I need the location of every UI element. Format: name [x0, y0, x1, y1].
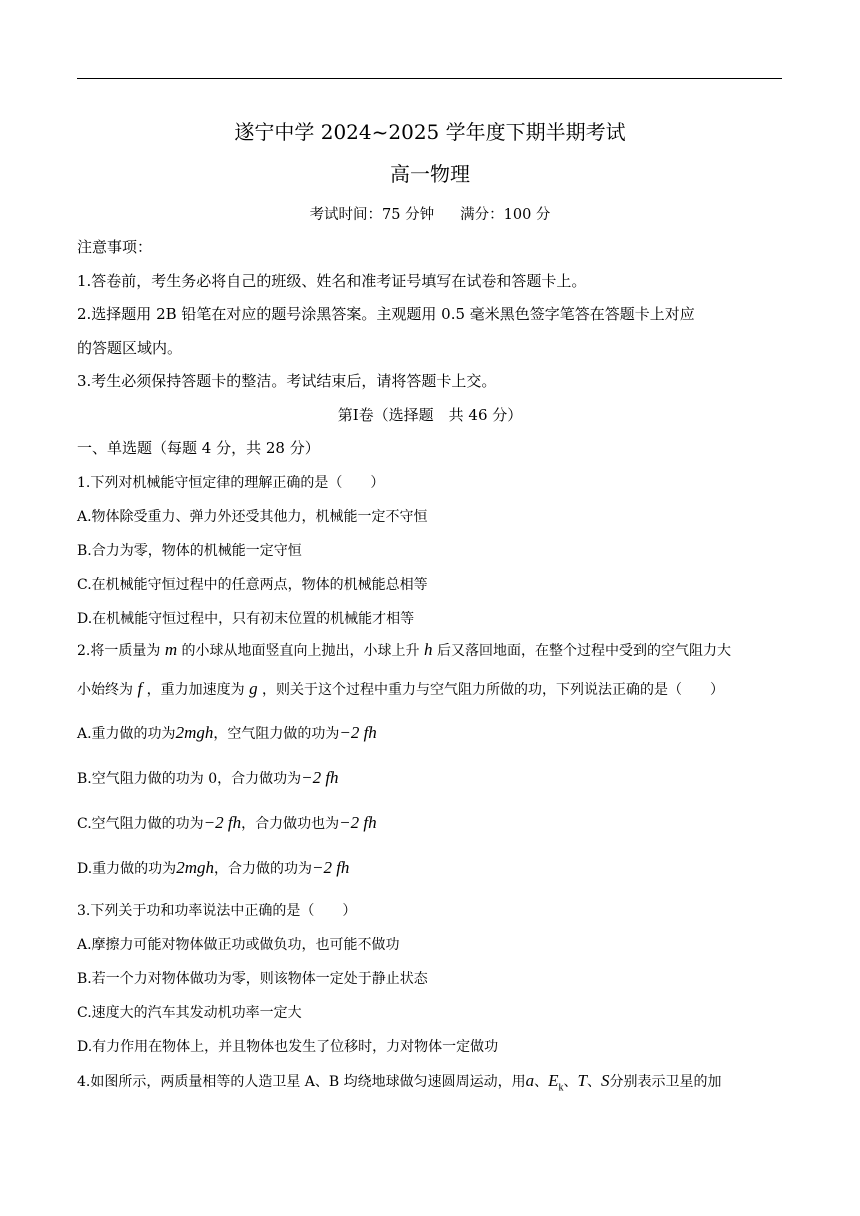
- q1-stem: 1.下列对机械能守恒定律的理解正确的是（ ）: [77, 475, 385, 491]
- symbol-g: g: [249, 679, 258, 698]
- section-heading: 一、单选题（每题 4 分，共 28 分）: [77, 439, 320, 457]
- formula: −2 fh: [311, 858, 350, 877]
- notice-item-3: 3.考生必须保持答题卡的整洁。考试结束后，请将答题卡上交。: [77, 372, 497, 390]
- q2-stem-line1: 2.将一质量为 m 的小球从地面竖直向上抛出，小球上升 h 后又落回地面，在整个过程中受到的空气阻力大: [77, 640, 731, 659]
- q3-option-b: B.若一个力对物体做功为零，则该物体一定处于静止状态: [77, 971, 428, 987]
- exam-score: 满分：100 分: [460, 207, 551, 223]
- symbol-f: f: [137, 679, 143, 698]
- notice-heading: 注意事项：: [77, 238, 153, 256]
- notice-item-2: 2.选择题用 2B 铅笔在对应的题号涂黑答案。主观题用 0.5 毫米黑色签字笔答在答题卡上对应: [77, 305, 695, 323]
- q2-option-b: B.空气阻力做的功为 0，合力做功为−2 fh: [77, 768, 339, 787]
- q3-option-d: D.有力作用在物体上，并且物体也发生了位移时，力对物体一定做功: [77, 1039, 499, 1055]
- q4-stem-line1: 4.如图所示，两质量相等的人造卫星 A、B 均绕地球做匀速圆周运动，用a、$E_k$、T、S分别表示卫星的加: [77, 1071, 722, 1094]
- exam-title: 遂宁中学 2024~2025 学年度下期半期考试: [234, 120, 626, 144]
- q2-stem-line2: 小始终为 f ，重力加速度为 g ，则关于这个过程中重力与空气阻力所做的功，下列说法正确的是（ ）: [77, 679, 725, 698]
- symbol-ek: $E_k$: [548, 1071, 564, 1094]
- q1-option-d: D.在机械能守恒过程中，只有初末位置的机械能才相等: [77, 611, 415, 627]
- notice-item-1: 1.答卷前，考生务必将自己的班级、姓名和准考证号填写在试卷和答题卡上。: [77, 272, 587, 290]
- q1-option-b: B.合力为零，物体的机械能一定守恒: [77, 543, 302, 559]
- part-title: 第Ⅰ卷（选择题 共 46 分）: [337, 406, 523, 424]
- q1-option-c: C.在机械能守恒过程中的任意两点，物体的机械能总相等: [77, 577, 428, 593]
- exam-time: 考试时间：75 分钟: [309, 207, 435, 223]
- q2-option-d: D.重力做的功为2mgh，合力做的功为−2 fh: [77, 858, 350, 877]
- exam-meta: [0, 203, 860, 224]
- symbol-m: m: [164, 640, 178, 659]
- q3-stem: 3.下列关于功和功率说法中正确的是（ ）: [77, 903, 357, 919]
- q2-option-a: A.重力做的功为2mgh，空气阻力做的功为−2 fh: [77, 723, 377, 742]
- exam-subject: 高一物理: [390, 162, 470, 186]
- header-rule: [77, 78, 782, 79]
- formula: 2mgh: [175, 723, 214, 742]
- formula: −2 fh: [339, 813, 377, 832]
- formula: −2 fh: [339, 723, 377, 742]
- q1-option-a: A.物体除受重力、弹力外还受其他力，机械能一定不守恒: [77, 509, 428, 525]
- formula: −2 fh: [203, 813, 242, 832]
- q3-option-a: A.摩擦力可能对物体做正功或做负功，也可能不做功: [77, 937, 400, 953]
- symbol-h: h: [424, 640, 433, 659]
- formula: 2mgh: [176, 858, 214, 877]
- q3-option-c: C.速度大的汽车其发动机功率一定大: [77, 1005, 302, 1021]
- formula: −2 fh: [301, 768, 339, 787]
- symbol-a: a: [525, 1071, 535, 1090]
- q2-option-c: C.空气阻力做的功为−2 fh，合力做功也为−2 fh: [77, 813, 377, 832]
- symbol-t: T: [577, 1071, 588, 1090]
- notice-item-2-cont: 的答题区域内。: [77, 339, 183, 357]
- symbol-s: S: [601, 1071, 610, 1090]
